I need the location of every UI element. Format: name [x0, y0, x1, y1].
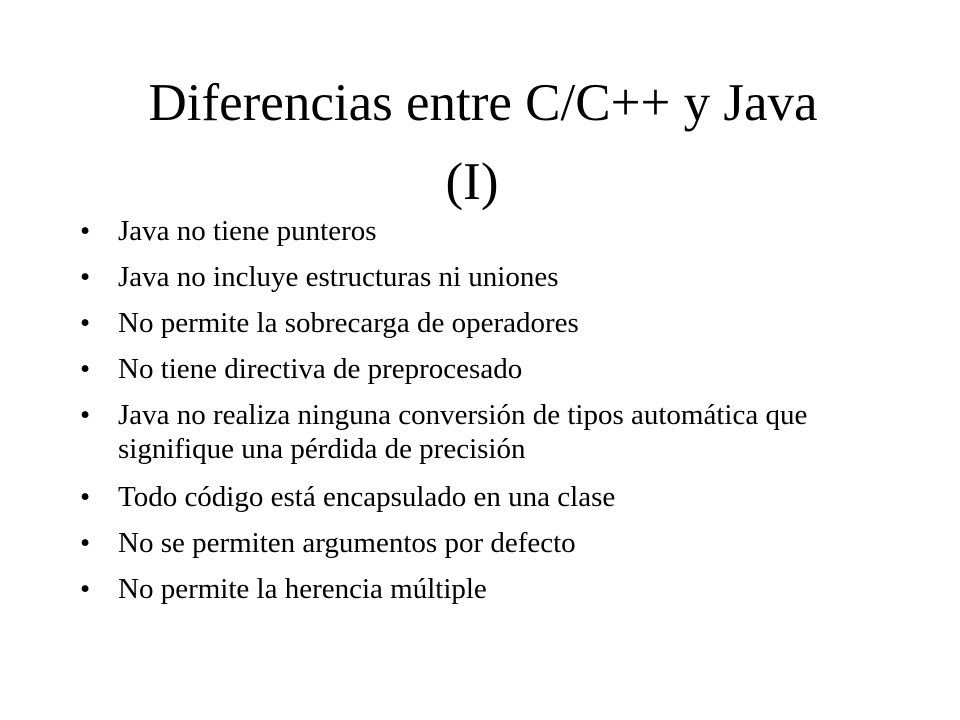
- bullet-dot-icon: •: [80, 481, 91, 513]
- bullet-text: No permite la herencia múltiple: [118, 573, 487, 605]
- bullet-item: [80, 526, 900, 560]
- bullet-dot-icon: •: [80, 527, 91, 559]
- bullet-item: [80, 352, 900, 386]
- bullet-dot-icon: •: [80, 353, 91, 385]
- bullet-text: Java no incluye estructuras ni uniones: [118, 261, 559, 293]
- slide-title-line-1: Diferencias entre C/C++ y Java: [148, 74, 818, 132]
- bullet-text: Todo código está encapsulado en una clase: [118, 481, 616, 513]
- bullet-dot-icon: •: [80, 307, 91, 339]
- slide-title: [0, 64, 960, 222]
- bullet-dot-icon: •: [80, 261, 91, 293]
- bullet-list: [80, 214, 900, 618]
- bullet-item: [80, 214, 900, 248]
- bullet-item: [80, 398, 900, 466]
- slide-title-line-2: (I): [445, 153, 499, 211]
- bullet-text: No permite la sobrecarga de operadores: [118, 307, 579, 339]
- bullet-dot-icon: •: [80, 215, 91, 247]
- bullet-dot-icon: •: [80, 573, 91, 605]
- bullet-item: [80, 480, 900, 514]
- bullet-dot-icon: •: [80, 399, 91, 431]
- bullet-text: No tiene directiva de preprocesado: [118, 353, 523, 385]
- bullet-item: [80, 572, 900, 606]
- bullet-text: No se permiten argumentos por defecto: [118, 527, 576, 559]
- bullet-text: Java no tiene punteros: [118, 215, 377, 247]
- bullet-item: [80, 260, 900, 294]
- bullet-text: Java no realiza ninguna conversión de tipos automática que signifique una pérdida de precisión: [118, 399, 808, 465]
- bullet-item: [80, 306, 900, 340]
